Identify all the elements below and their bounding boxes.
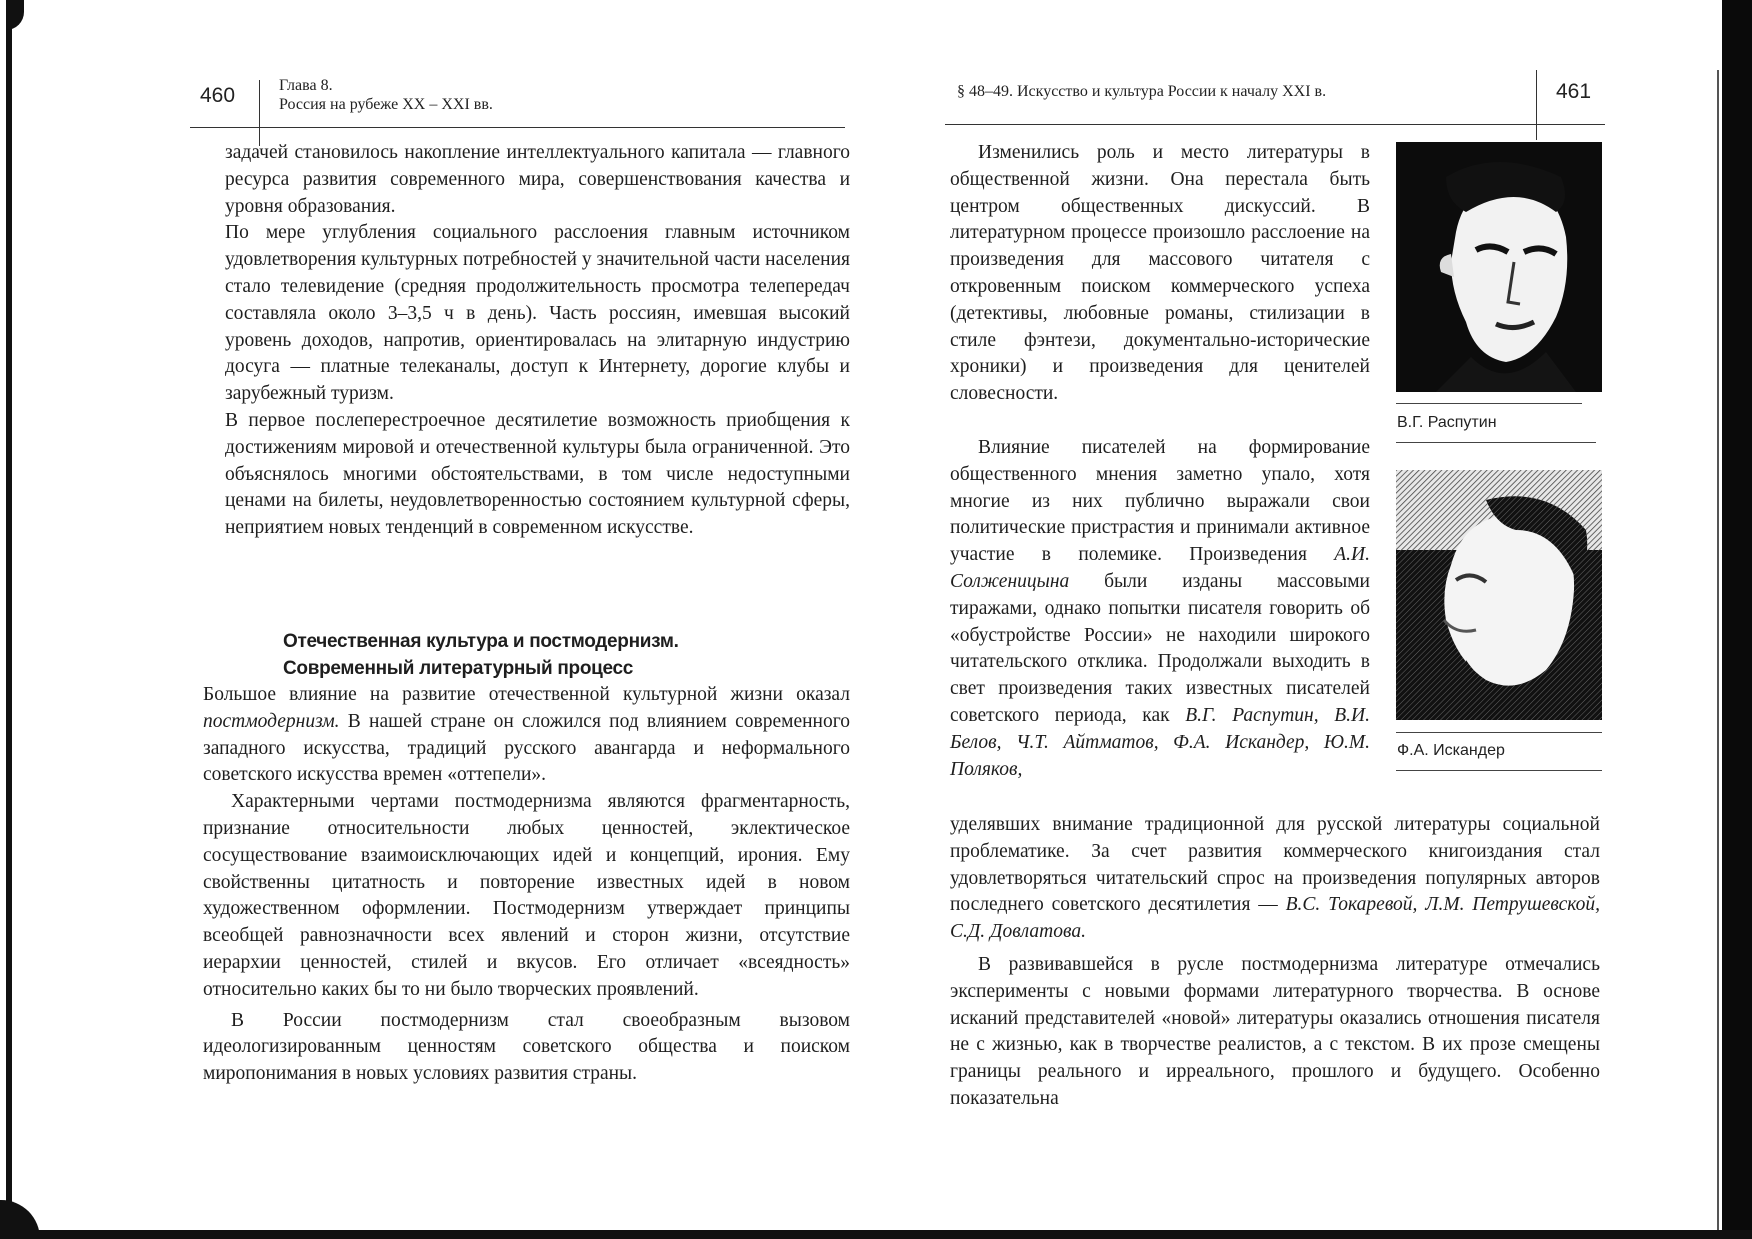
right-column-narrow-2 <box>950 435 1370 783</box>
section-heading-line2: Современный литературный процесс <box>283 658 634 679</box>
left-column-section <box>203 620 850 1088</box>
header-divider-vertical-right <box>1536 70 1537 140</box>
section-heading <box>203 628 850 682</box>
scan-edge-right-line <box>1717 70 1719 1230</box>
paragraph: В первое послеперестроечное десятилетие возможность приобщения к достижениям мировой и отечественной культуры была ограниченной. Это объяснялось многими обстоятельствами, в том числе недоступными ценами на билеты, неудовлетворенностью состоянием культурной сферы, неприятием новых тенденций в современном искусстве. <box>225 409 850 539</box>
scan-edge-bottom <box>0 1230 1752 1239</box>
page-number-right: 461 <box>1556 80 1592 103</box>
author-names: В.Г. Распутин, В.И. Белов, Ч.Т. Айтматов, Ф.А. Искандер, Ю.М. Поляков, <box>950 704 1370 780</box>
running-head-left <box>279 76 493 114</box>
paragraph: задачей становилось накопление интеллектуального капитала — главного ресурса развития современного мира, совершенствования качества и уровня образования. <box>225 142 850 217</box>
figure-caption: В.Г. Распутин <box>1397 414 1497 431</box>
paragraph: В России постмодернизм стал своеобразным вызовом идеологизированным ценностям советского общества и поиском миропонимания в новых условиях развития страны. <box>203 1009 850 1085</box>
paragraph: уделявших внимание традиционной для русской литературы социальной проблематике. За счет развития коммерческого книгоиздания стал удовлетворяться читательский спрос на произведения популярных авторов последнего советского десятилетия — В.С. Токаревой, Л.М. Петрушевской, С.Д. Довлатова. <box>950 814 1600 943</box>
chapter-label: Глава 8. <box>279 77 333 94</box>
caption-rule-top <box>1396 403 1582 404</box>
portrait-image-icon <box>1396 142 1602 392</box>
left-column-top <box>225 140 850 542</box>
right-column-narrow <box>950 140 1370 408</box>
caption-rule-bottom <box>1396 442 1596 443</box>
author-name: А.И. Солженицына <box>950 544 1370 592</box>
term-postmodernism: постмодернизм. <box>203 710 340 732</box>
paragraph: Изменились роль и место литературы в общественной жизни. Она перестала быть центром общественных дискуссий. В литературном процессе произошло расслоение на произведения для массового читателя с откровенным поиском коммерческого успеха (детективы, любовные романы, стилизации в стиле фэнтези, документально-исторические хроники) и произведения для ценителей словесности. <box>950 142 1370 405</box>
header-rule-right <box>945 124 1605 125</box>
portrait-photo-iskander <box>1396 470 1602 720</box>
paragraph: Большое влияние на развитие отечественной культурной жизни оказал постмодернизм. В нашей стране он сложился под влиянием современного западного искусства, традиций русского авангарда и неформального советского искусства времен «оттепели». <box>203 684 850 786</box>
caption-rule-bottom <box>1396 770 1602 771</box>
figure-caption: Ф.А. Искандер <box>1397 742 1505 759</box>
running-head-right: § 48–49. Искусство и культура России к началу XXI в. <box>957 83 1327 100</box>
portrait-photo-rasputin <box>1396 142 1602 392</box>
scan-edge-left <box>6 0 12 1239</box>
author-names: В.С. Токаревой, Л.М. Петрушевской, С.Д. Довлатова. <box>950 894 1600 943</box>
caption-rule-top <box>1396 732 1602 733</box>
section-heading-line1: Отечественная культура и постмодернизм. <box>283 631 679 652</box>
chapter-title: Россия на рубеже XX – XXI вв. <box>279 96 493 113</box>
right-column-wide <box>950 812 1600 1113</box>
scan-edge-left-corner <box>6 0 24 30</box>
portrait-image-icon <box>1396 470 1602 720</box>
paragraph: Характерными чертами постмодернизма являются фрагментарность, признание относительности любых ценностей, эклектическое сосуществование взаимоисключающих идей и концепций, ирония. Ему свойственны цитатность и повторение известных идей в новом художественном оформлении. Постмодернизм утверждает принципы всеобщей равнозначности всех явлений и сторон жизни, отсутствие иерархии ценностей, стилей и вкусов. Его отличает «всеядность» относительно каких бы то ни было творческих проявлений. <box>203 791 850 1000</box>
header-rule-left <box>190 127 845 128</box>
header-divider-vertical-left <box>259 80 260 146</box>
paragraph: В развивавшейся в русле постмодернизма литературе отмечались эксперименты с новыми формами литературного творчества. В основе исканий представителей «новой» литературы оказались отношения писателя не с жизнью, как в творчестве реалистов, а с текстом. В их прозе смещены границы реального и ирреального, прошлого и будущего. Особенно показательна <box>950 953 1600 1109</box>
page-number-left: 460 <box>200 84 236 107</box>
scan-edge-right <box>1722 0 1752 1239</box>
paragraph: По мере углубления социального расслоения главным источником удовлетворения культурных потребностей у значительной части населения стало телевидение (средняя продолжительность просмотра телепередач составляла около 3–3,5 ч в день). Часть россиян, имевшая высокий уровень доходов, напротив, ориентировалась на элитарную индустрию досуга — платные телеканалы, доступ к Интернету, дорогие клубы и зарубежный туризм. <box>225 222 850 405</box>
paragraph: Влияние писателей на формирование общественного мнения заметно упало, хотя многие из них публично выражали свои политические пристрастия и принимали активное участие в полемике. Произведения А.И. Солженицына были изданы массовыми тиражами, однако попытки писателя говорить об «обустройстве России» не находили широкого читательского отклика. Продолжали выходить в свет произведения таких известных писателей советского периода, как В.Г. Распутин, В.И. Белов, Ч.Т. Айтматов, Ф.А. Искандер, Ю.М. Поляков, <box>950 437 1370 780</box>
